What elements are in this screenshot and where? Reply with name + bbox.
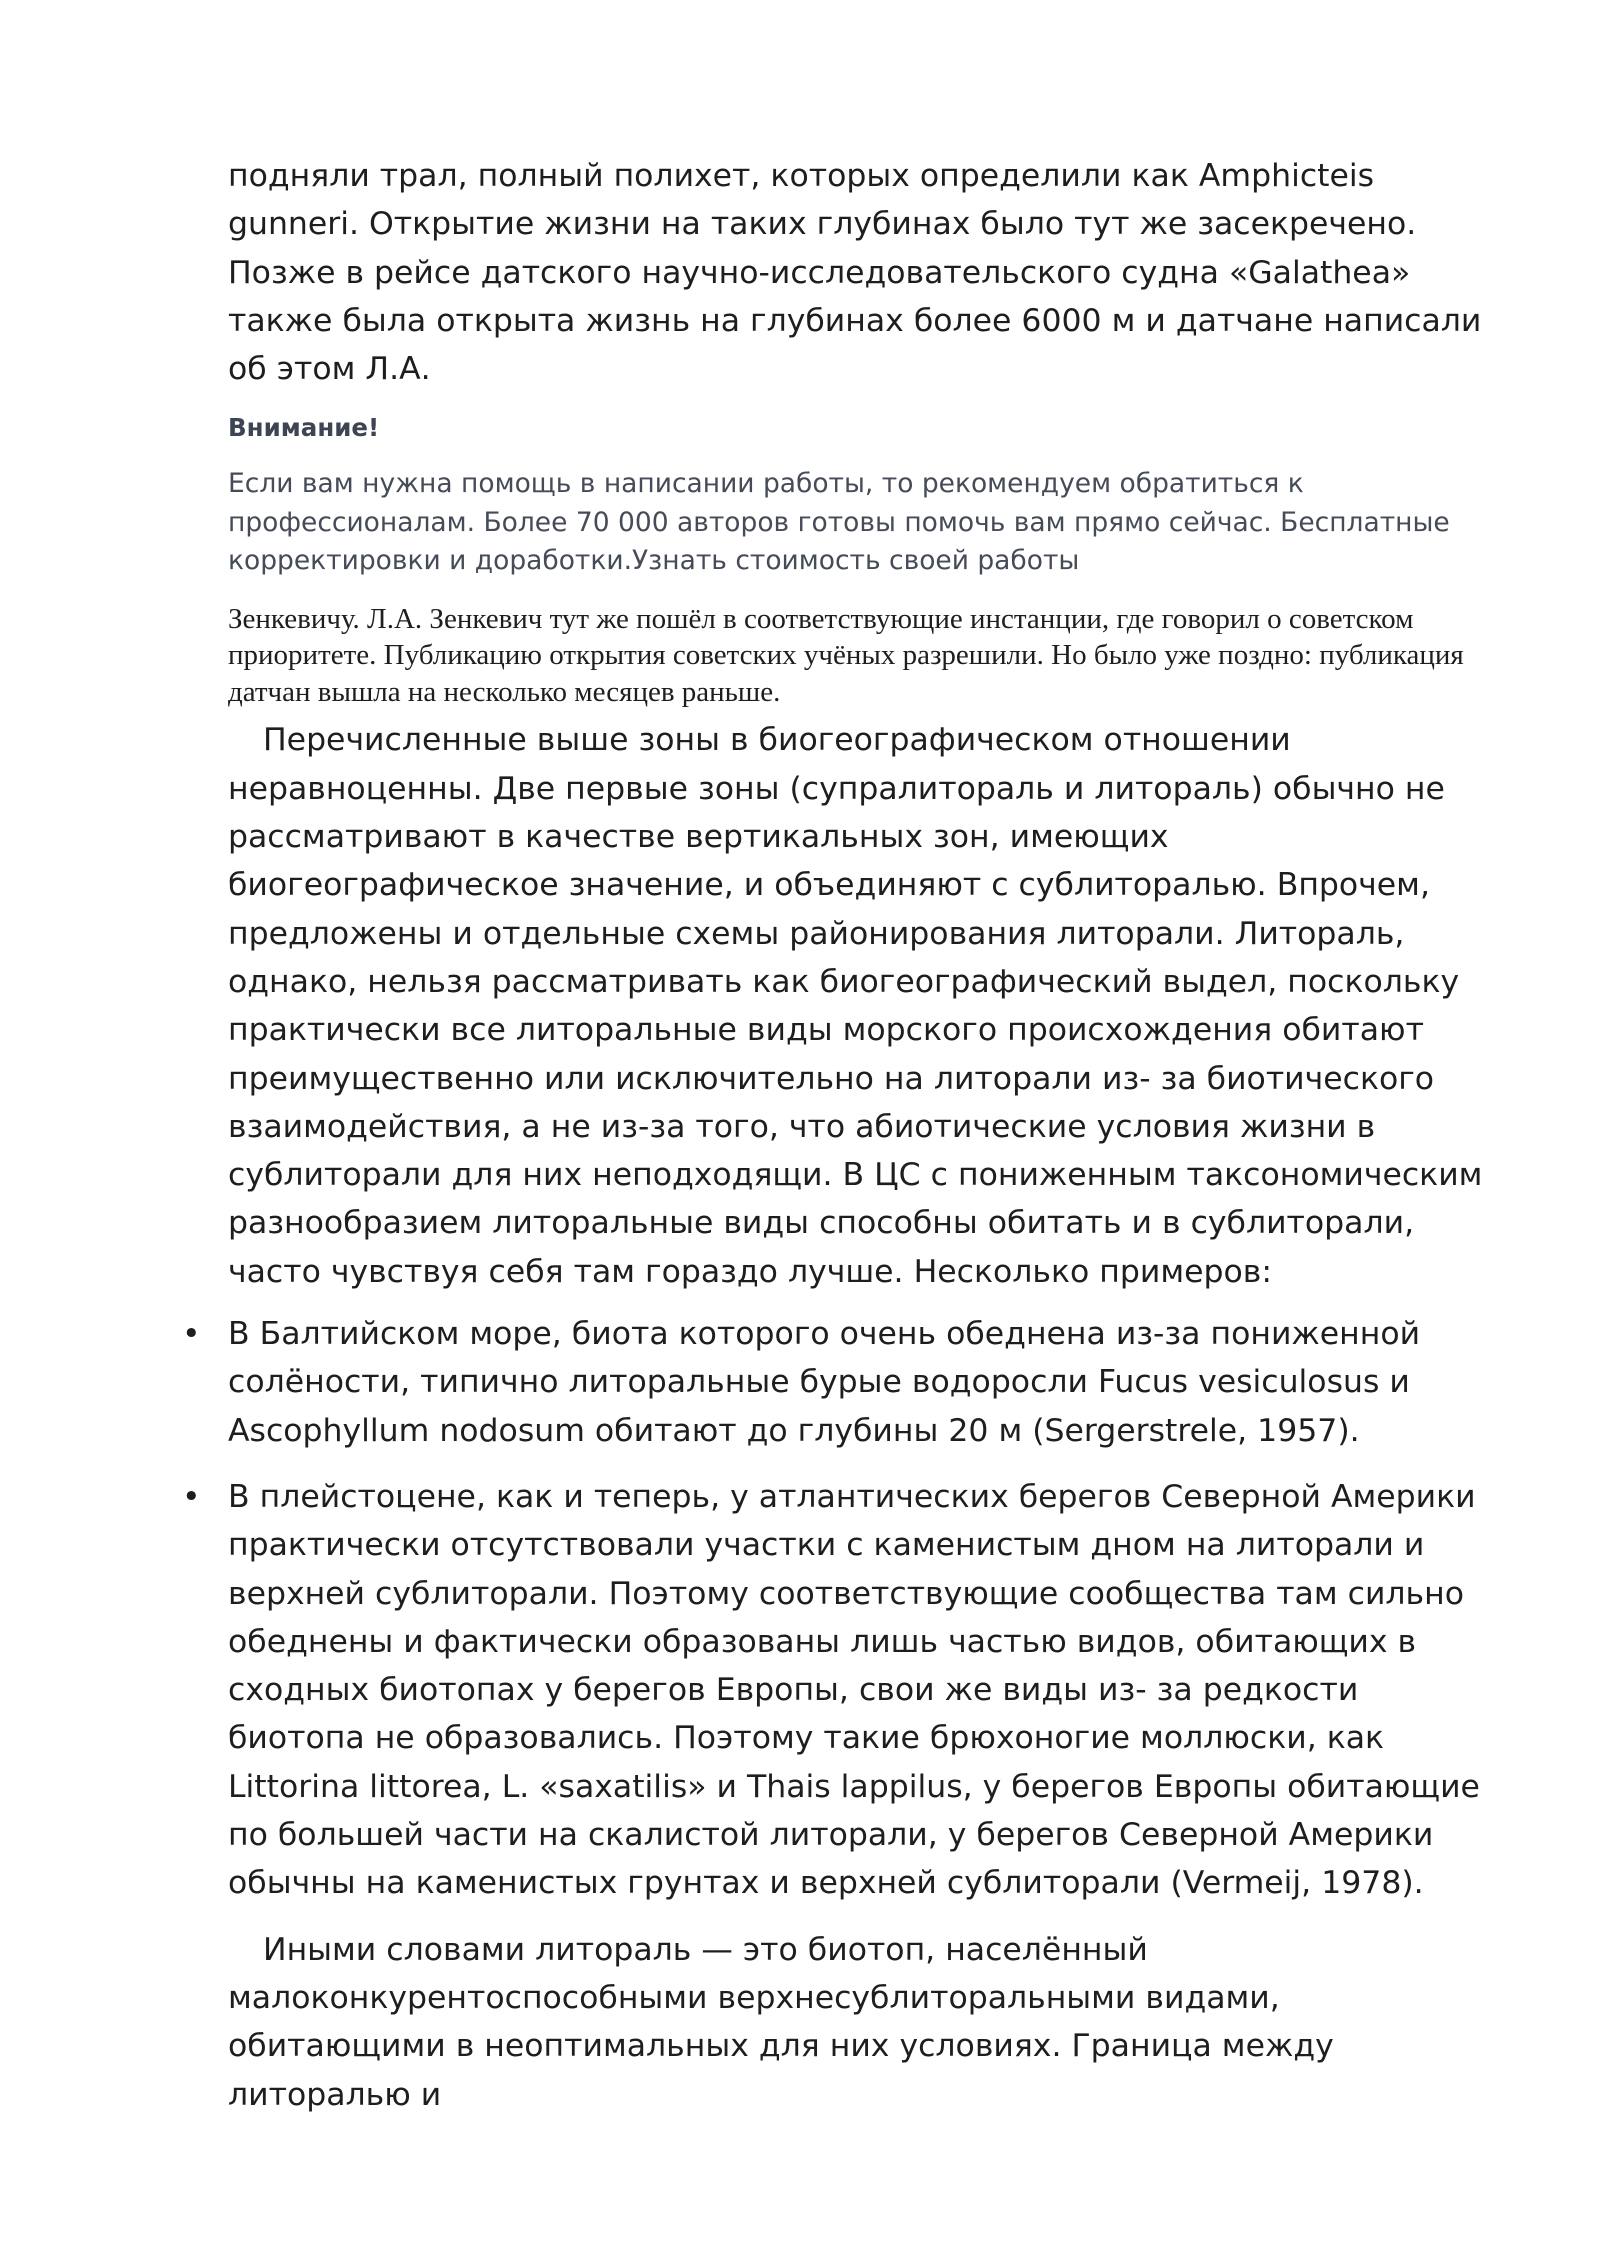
bullet-icon: • — [182, 1316, 201, 1353]
first-paragraph: подняли трал, полный полихет, которых определили как Amphicteis gunneri. Открытие жизни на таких глубинах было тут же засекречено. Позже в рейсе датского научно-исследовательского судна «Galathea» также была открыта жизнь на глубинах более 6000 м и датчане написали об этом Л.А. — [228, 158, 1482, 388]
notice-body: Если вам нужна помощь в написании работы, то рекомендуем обратиться к профессионалам. Более 70 000 авторов готовы помочь вам прямо сейчас. Бесплатные корректировки и доработки. — [228, 468, 1450, 577]
notice-text — [228, 465, 1483, 581]
list-item-text: В Балтийском море, биота которого очень обеднена из-за пониженной солёности, типично литоральные бурые водоросли Fucus vesiculosus и Ascophyllum nodosum обитают до глубины 20 м (Sergerstrele, 1957). — [228, 1316, 1421, 1449]
list-item — [182, 1473, 1483, 1908]
last-paragraph: Иными словами литораль — это биотоп, населённый малоконкурентоспособными верхнесублиторальными видами, обитающими в неоптимальных для них условиях. Граница между литоралью и — [228, 1931, 1334, 2113]
main-paragraph: Перечисленные выше зоны в биогеографическом отношении неравноценны. Две первые зоны (супралитораль и литораль) обычно не рассматривают в качестве вертикальных зон, имеющих биогеографическое значение, и объединяют с сублиторалью. Впрочем, предложены и отдельные схемы районирования литорали. Литораль, однако, нельзя рассматривать как биогеографический выдел, поскольку практически все литоральные виды морского происхождения обитают преимущественно или исключительно на литорали из- за биотического взаимодействия, а не из-за того, что абиотические условия жизни в сублиторали для них неподходящи. В ЦС с пониженным таксономическим разнообразием литоральные виды способны обитать и в сублиторали, часто чувствуя себя там гораздо лучше. Несколько примеров: — [228, 722, 1483, 1290]
notice-box — [228, 411, 1483, 581]
list-item-text: В плейстоцене, как и теперь, у атлантических берегов Северной Америки практически отсутствовали участки с каменистым дном на литорали и верхней сублиторали. Поэтому соответствующие сообщества там сильно обеднены и фактически образованы лишь частью видов, обитающих в сходных биотопах у берегов Европы, свои же виды из- за редкости биотопа не образовались. Поэтому такие брюхоногие моллюски, как Littorina littorea, L. «saxatilis» и Thais lappilus, у берегов Европы обитающие по большей части на скалистой литорали, у берегов Северной Америки обычны на каменистых грунтах и верхней сублиторали (Vermeij, 1978). — [228, 1478, 1480, 1902]
bullet-icon: • — [182, 1478, 201, 1515]
list-item — [182, 1310, 1483, 1455]
serif-paragraph: Зенкевичу. Л.А. Зенкевич тут же пошёл в соответствующие инстанции, где говорил о советском приоритете. Публикацию открытия советских учёных разрешили. Но было уже поздно: публикация датчан вышла на несколько месяцев раньше. — [228, 602, 1464, 708]
notice-title: Внимание! — [228, 413, 380, 443]
page-content — [182, 152, 1483, 2119]
notice-price-link[interactable]: Узнать стоимость своей работы — [632, 545, 1080, 577]
bullet-list — [182, 1310, 1483, 1908]
